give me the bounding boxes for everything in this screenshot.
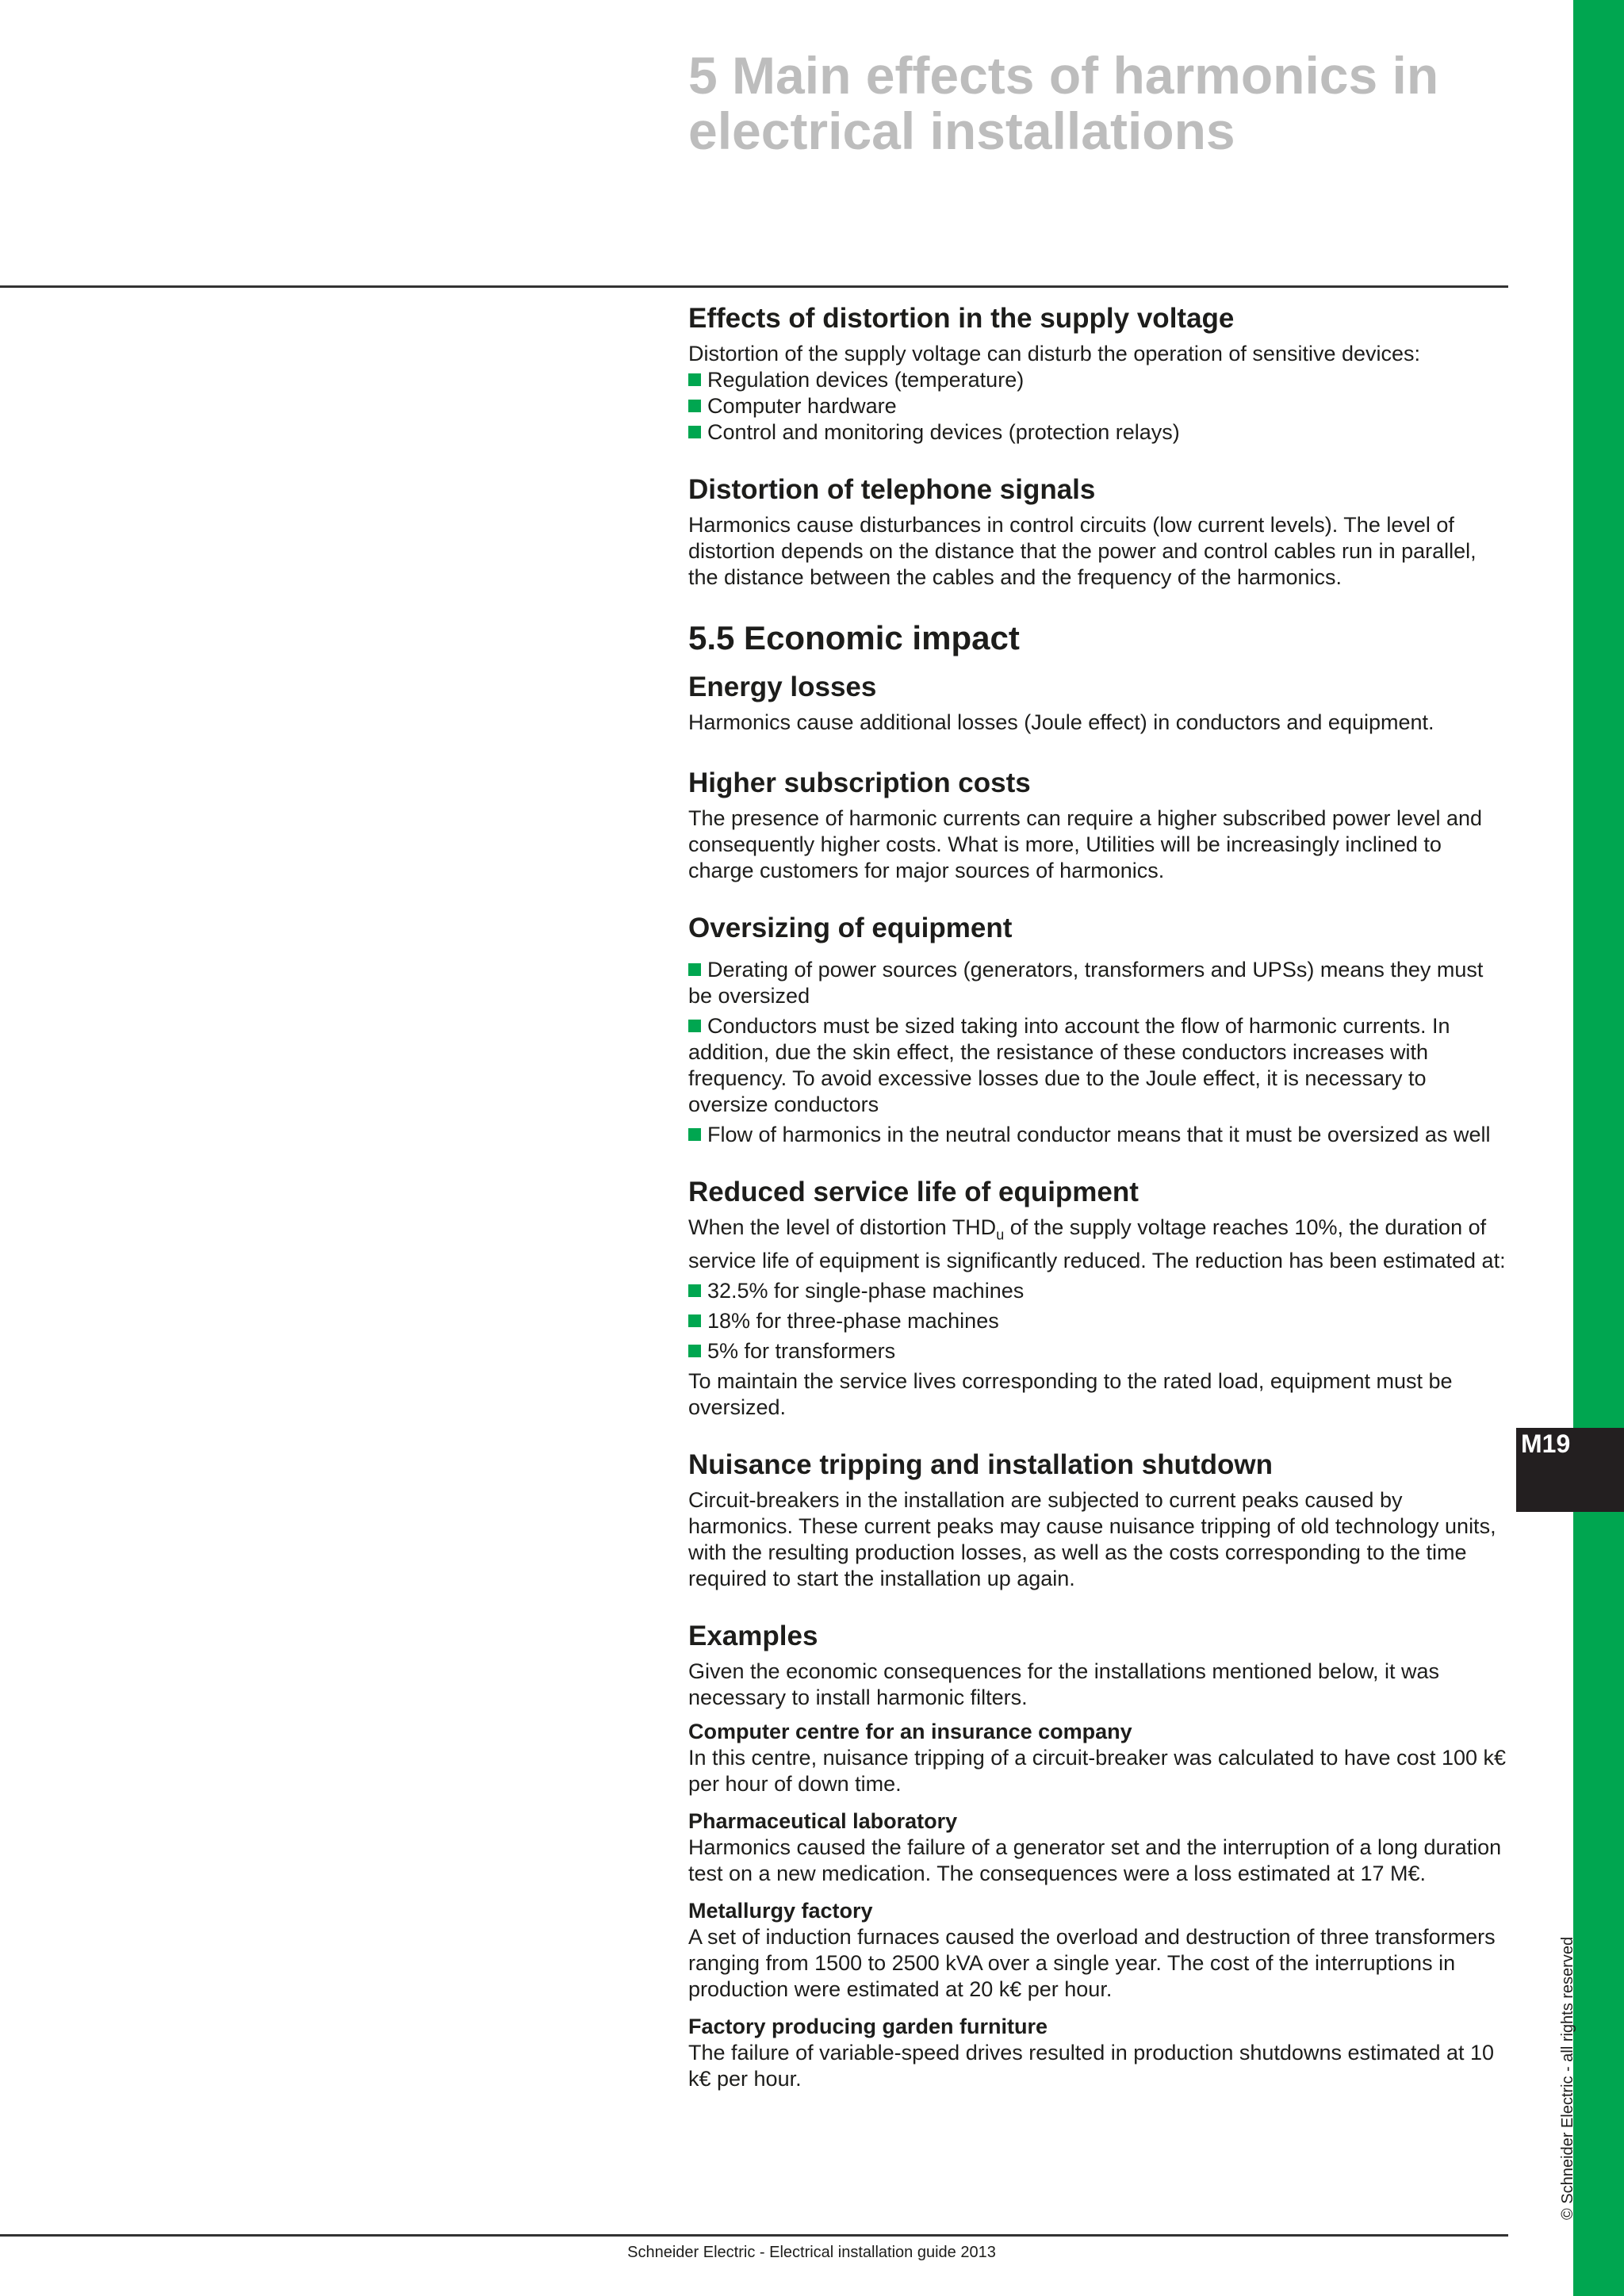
section-heading: Higher subscription costs: [688, 767, 1031, 798]
section-supply-voltage: [688, 301, 1508, 446]
copyright-notice: © Schneider Electric - all rights reserved: [1559, 1936, 1576, 2220]
bullet-square-icon: [688, 963, 701, 976]
section-text: Circuit-breakers in the installation are subjected to current peaks caused by harmonics. These current peaks may cause nuisance tripping of old technology units, with the resulting production losses, as well as the costs corresponding to the time required to start the installation up again.: [688, 1488, 1496, 1591]
list-item: 5% for transformers: [688, 1338, 1508, 1364]
side-accent-bar: [1573, 0, 1624, 2296]
bullet-square-icon: [688, 426, 701, 438]
bullet-square-icon: [688, 400, 701, 412]
section-heading: Oversizing of equipment: [688, 913, 1013, 943]
page-badge: M19: [1516, 1428, 1624, 1512]
section-oversizing: [688, 911, 1508, 1148]
list-item: 18% for three-phase machines: [688, 1308, 1508, 1334]
list-item: Control and monitoring devices (protection relays): [688, 419, 1508, 446]
bullet-square-icon: [688, 1314, 701, 1327]
section-text: When the level of distortion $THD_u$ of the supply voltage reaches 10%, the duration of service life of equipment is significantly reduced. The reduction has been estimated at:: [688, 1215, 1506, 1273]
section-heading: Nuisance tripping and installation shutdown: [688, 1449, 1273, 1481]
bullet-square-icon: [688, 1128, 701, 1141]
section-text: Distortion of the supply voltage can disturb the operation of sensitive devices:: [688, 342, 1421, 365]
section-subscription-costs: [688, 766, 1508, 884]
section-text: Harmonics cause additional losses (Joule effect) in conductors and equipment.: [688, 710, 1434, 734]
example-title: Metallurgy factory: [688, 1899, 873, 1923]
bullet-square-icon: [688, 373, 701, 386]
page-footer: [0, 2244, 1624, 2262]
section-heading: Energy losses: [688, 672, 877, 702]
section-nuisance-tripping: [688, 1448, 1508, 1592]
list-item: Regulation devices (temperature): [688, 367, 1508, 393]
list-item: Conductors must be sized taking into account the flow of harmonic currents. In addition, due the skin effect, the resistance of these conductors increases with frequency. To avoid excessive losses due to the Joule effect, it is necessary to oversize conductors: [688, 1014, 1450, 1116]
list-item: Derating of power sources (generators, transformers and UPSs) means they must be oversized: [688, 958, 1484, 1008]
top-divider: [0, 285, 1508, 288]
section-telephone-signals: [688, 473, 1508, 591]
bullet-square-icon: [688, 1284, 701, 1297]
example-text: The failure of variable-speed drives resulted in production shutdowns estimated at 10 k€ per hour.: [688, 2041, 1495, 2091]
section-energy-losses: [688, 670, 1508, 736]
section-heading: Distortion of telephone signals: [688, 474, 1096, 505]
section-text: To maintain the service lives corresponding to the rated load, equipment must be oversized.: [688, 1369, 1453, 1420]
example-text: A set of induction furnaces caused the overload and destruction of three transformers ranging from 1500 to 2500 kVA over a single year. The cost of the interruptions in production were estimated at 20 k€ per hour.: [688, 1925, 1496, 2002]
example-text: Harmonics caused the failure of a generator set and the interruption of a long duration test on a new medication. The consequences were a loss estimated at 17 M€.: [688, 1835, 1502, 1886]
example-text: In this centre, nuisance tripping of a circuit-breaker was calculated to have cost 100 k€ per hour of down time.: [688, 1746, 1507, 1797]
section-text: Given the economic consequences for the installations mentioned below, it was necessary to install harmonic filters.: [688, 1659, 1440, 1710]
main-content: [688, 301, 1508, 2119]
bullet-square-icon: [688, 1345, 701, 1357]
bullet-list: [688, 1278, 1508, 1364]
section-service-life: [688, 1175, 1508, 1421]
section-text: The presence of harmonic currents can require a higher subscribed power level and consequently higher costs. What is more, Utilities will be increasingly inclined to charge customers for major sources of harmonics.: [688, 806, 1483, 882]
section-heading: Reduced service life of equipment: [688, 1177, 1139, 1207]
chapter-heading: 5.5 Economic impact: [688, 619, 1020, 656]
section-examples: [688, 1619, 1508, 2092]
footer-text: Schneider Electric - Electrical installation guide 2013: [627, 2244, 996, 2261]
list-item: Flow of harmonics in the neutral conductor means that it must be oversized as well: [688, 1122, 1508, 1148]
section-heading: Examples: [688, 1621, 818, 1652]
list-item: 32.5% for single-phase machines: [688, 1278, 1508, 1304]
section-heading: Effects of distortion in the supply voltage: [688, 303, 1235, 334]
page-title: 5 Main effects of harmonics in electrical installations: [688, 46, 1439, 160]
section-text: Harmonics cause disturbances in control circuits (low current levels). The level of distortion depends on the distance that the power and control cables run in parallel, the distance between the cables and the frequency of the harmonics.: [688, 513, 1477, 589]
list-item: Computer hardware: [688, 393, 1508, 419]
bullet-square-icon: [688, 1020, 701, 1032]
bullet-list: [688, 957, 1508, 1148]
bottom-divider: [0, 2234, 1508, 2237]
example-title: Pharmaceutical laboratory: [688, 1809, 958, 1834]
example-title: Computer centre for an insurance company: [688, 1720, 1132, 1744]
bullet-list: [688, 367, 1508, 446]
example-title: Factory producing garden furniture: [688, 2015, 1048, 2039]
